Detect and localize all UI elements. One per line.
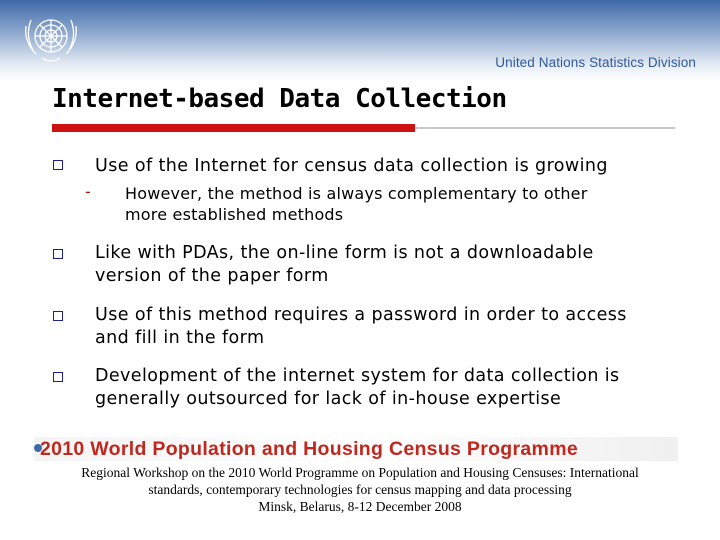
bullet-text	[95, 304, 627, 350]
census-programme-banner	[34, 437, 678, 461]
footer	[20, 464, 700, 515]
bullet-icon	[53, 372, 63, 382]
bullet-text	[95, 365, 620, 411]
bullet-line: Like with PDAs, the on-line form is not a downloadable	[95, 243, 594, 263]
un-emblem-icon	[20, 8, 82, 70]
bullet-line: generally outsourced for lack of in-house expertise	[95, 389, 562, 409]
bullet-line: Use of the Internet for census data collection is growing	[95, 156, 608, 176]
bullet-line: Development of the internet system for data collection is	[95, 366, 620, 386]
title-underline-red	[52, 124, 415, 132]
division-name: United Nations Statistics Division	[495, 55, 696, 70]
footer-line: Minsk, Belarus, 8-12 December 2008	[258, 499, 462, 514]
bullet-icon	[53, 311, 63, 321]
sub-bullet-line: more established methods	[125, 205, 344, 224]
bullet-icon	[53, 249, 63, 259]
sub-bullet-line: However, the method is always complementary to other	[125, 184, 588, 203]
bullet-text	[95, 242, 594, 288]
footer-line: Regional Workshop on the 2010 World Programme on Population and Housing Censuses: International	[81, 465, 639, 480]
bullet-line: and fill in the form	[95, 328, 265, 348]
bullet-line: Use of this method requires a password in order to access	[95, 305, 627, 325]
bullet-line: version of the paper form	[95, 266, 329, 286]
bullet-icon	[53, 160, 63, 170]
sub-bullet-dash: -	[85, 182, 91, 201]
slide-title: Internet-based Data Collection	[52, 84, 507, 114]
title-underline-grey	[415, 127, 675, 129]
bullet-text	[95, 155, 608, 178]
footer-line: standards, contemporary technologies for census mapping and data processing	[148, 482, 572, 497]
sub-bullet-text	[125, 183, 588, 225]
banner-text: 2010 World Population and Housing Census Programme	[40, 438, 578, 460]
